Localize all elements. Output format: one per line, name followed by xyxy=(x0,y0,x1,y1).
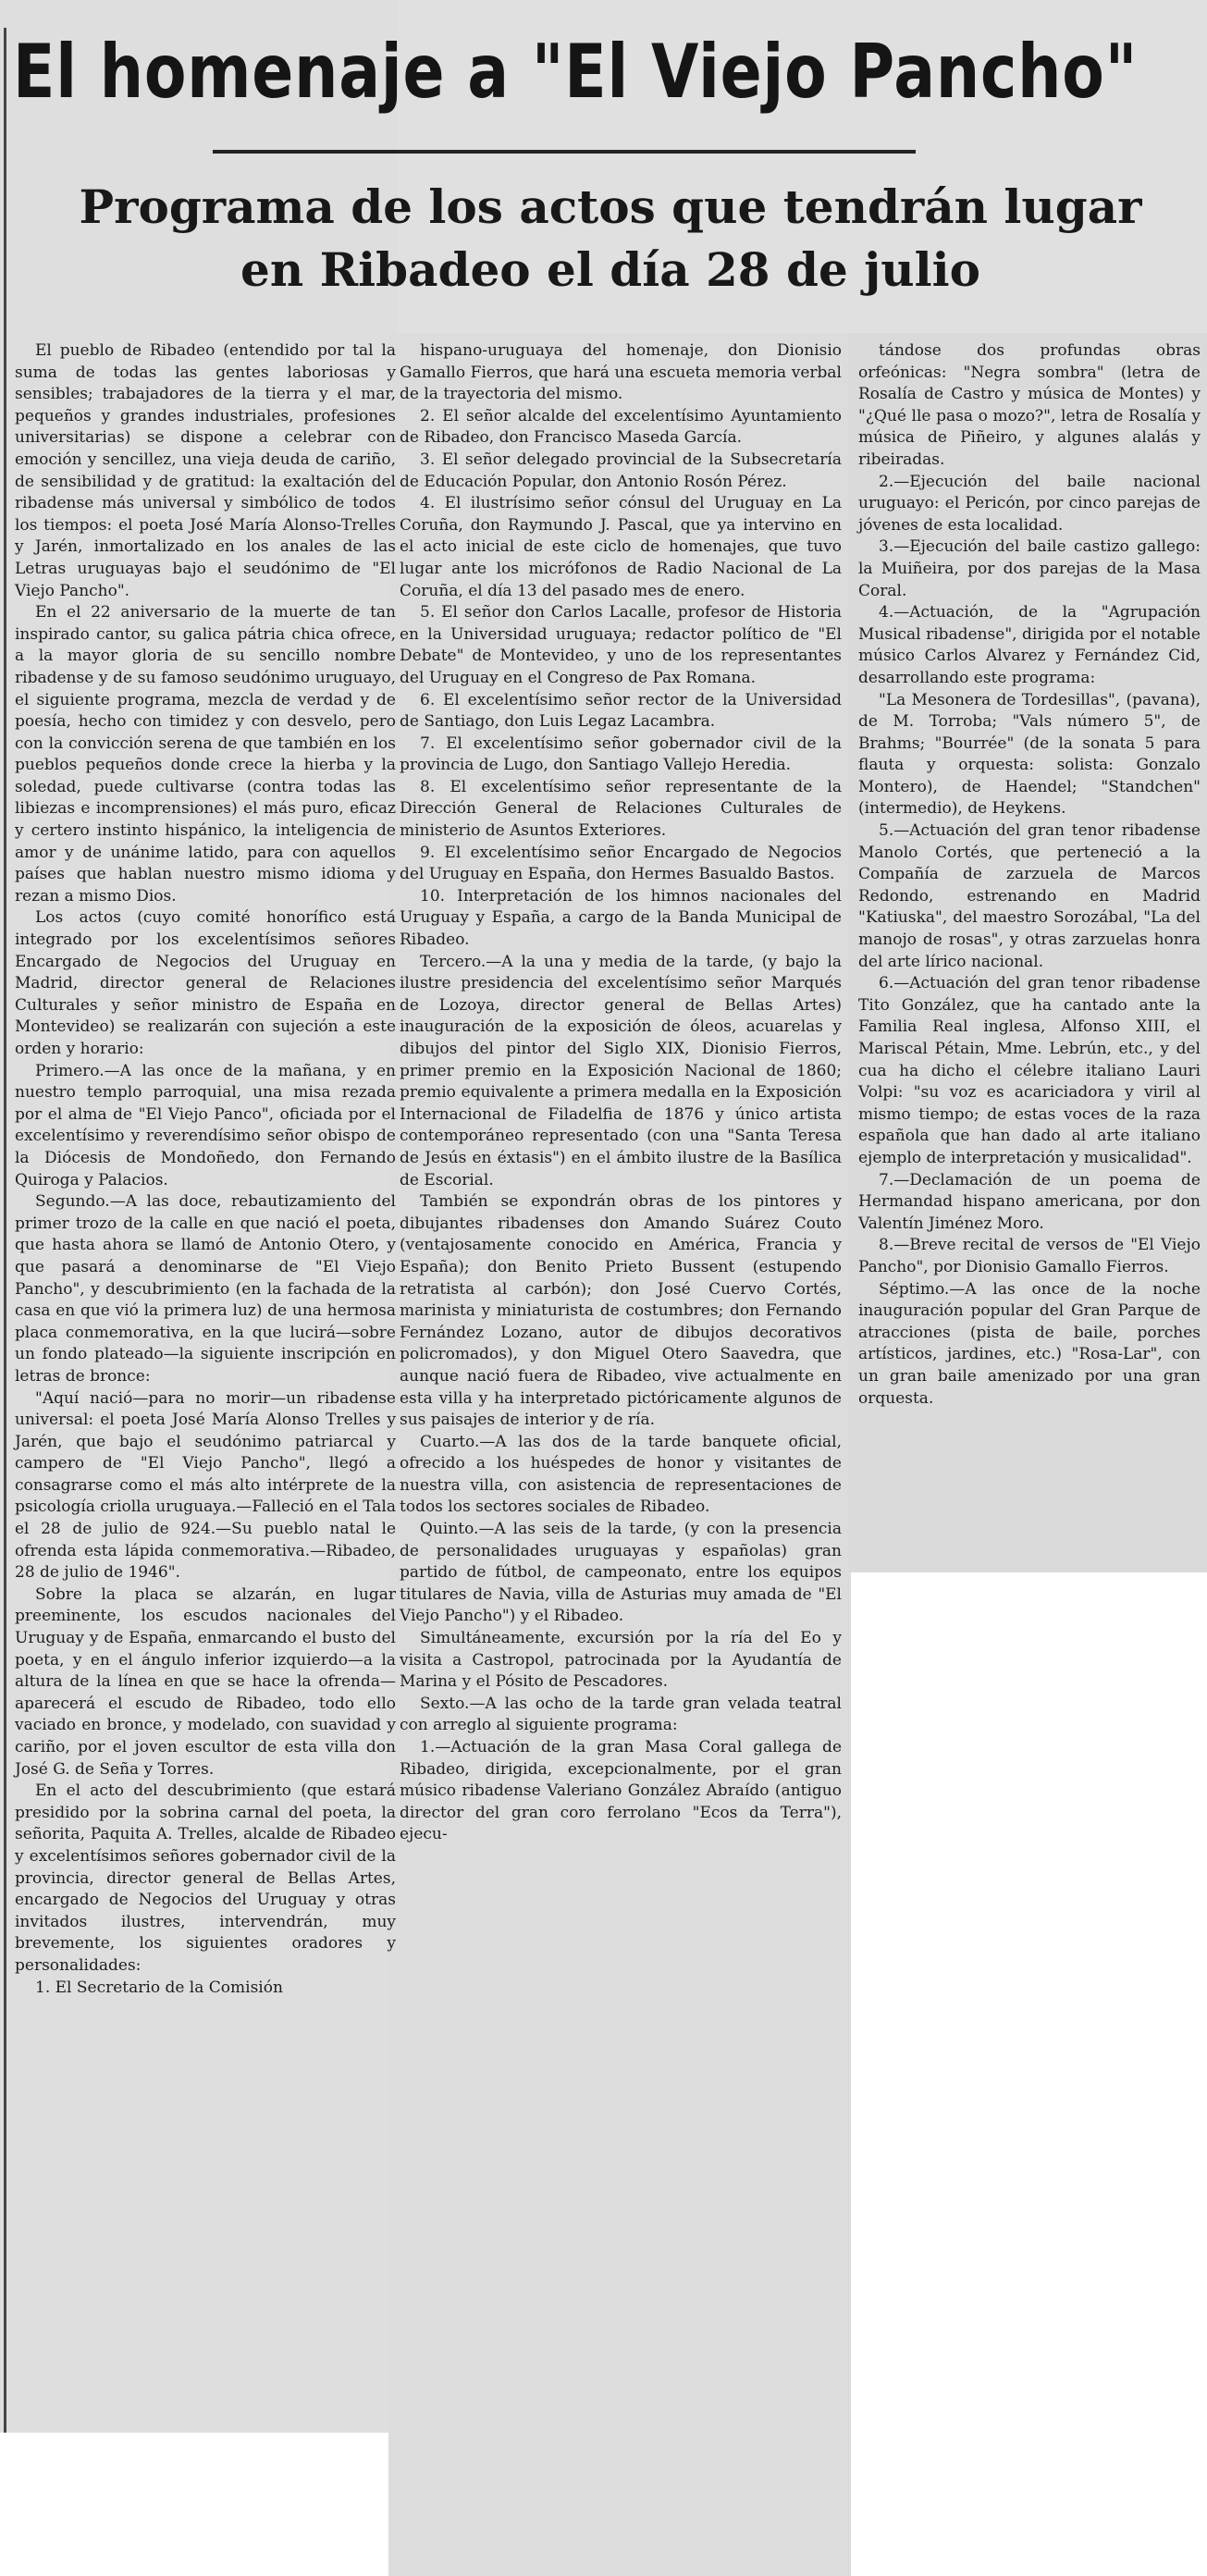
article-paragraph: Cuarto.—A las dos de la tarde banquete oficial, ofrecido a los huéspedes de honor y visitantes de nuestra villa, con asistencia de representaciones de todos los sectores sociales de Ribadeo. xyxy=(400,1432,842,1517)
article-column-2 xyxy=(400,340,842,1846)
article-paragraph: Tercero.—A la una y media de la tarde, (y bajo la ilustre presidencia del excelentísimo señor Marqués de Lozoya, director general de Bellas Artes) inauguración de la exposición de óleos, acuarelas y dibujos del pintor del Siglo XIX, Dionisio Fierros, primer premio en la Exposición Nacional de 1860; premio equivalente a primera medalla en la Exposición Internacional de Filadelfia de 1876 y único artista contemporáneo representado (con una "Santa Teresa de Jesús en éxtasis") en el ámbito ilustre de la Basílica de Escorial. xyxy=(400,952,842,1189)
article-paragraph: También se expondrán obras de los pintores y dibujantes ribadenses don Amando Suárez Couto (ventajosamente conocido en América, Francia y España); don Benito Prieto Bussent (estupendo retratista al carbón); don José Cuervo Cortés, marinista y miniaturista de costumbres; don Fernando Fernández Lozano, autor de dibujos decorativos policromados), y don Miguel Otero Saavedra, que aunque nació fuera de Ribadeo, vive actualmente en esta villa y ha interpretado pictóricamente algunos de sus paisajes de interior y de ría. xyxy=(400,1192,842,1430)
article-paragraph: 6. El excelentísimo señor rector de la Universidad de Santiago, don Luis Legaz Lacambra. xyxy=(400,690,842,732)
article-paragraph: 1.—Actuación de la gran Masa Coral gallega de Ribadeo, dirigida, excepcionalmente, por el gran músico ribadense Valeriano González Abraído (antiguo director del gran coro ferrolano "Ecos da Terra"), ejecu- xyxy=(400,1738,842,1844)
article-paragraph: Primero.—A las once de la mañana, y en nuestro templo parroquial, una misa rezada por el alma de "El Viejo Panco", oficiada por el excelentísimo y reverendísimo señor obispo de la Diócesis de Mondoñedo, don Fernando Quiroga y Palacios. xyxy=(15,1061,396,1189)
article-paragraph: 2.—Ejecución del baile nacional uruguayo: el Pericón, por cinco parejas de jóvenes de esta localidad. xyxy=(858,472,1201,535)
article-paragraph: 4.—Actuación, de la "Agrupación Musical ribadense", dirigida por el notable músico Carlos Alvarez y Fernández Cid, desarrollando este programa: xyxy=(858,603,1201,687)
article-column-3 xyxy=(858,340,1201,1410)
article-paragraph: Los actos (cuyo comité honorífico está integrado por los excelentísimos señores Encargado de Negocios del Uruguay en Madrid, director general de Relaciones Culturales y señor ministro de España en Montevideo) se realizarán con sujeción a este orden y horario: xyxy=(15,908,396,1058)
article-paragraph: El pueblo de Ribadeo (entendido por tal la suma de todas las gentes laboriosas y sensibles; trabajadores de la tierra y el mar, pequeños y grandes industriales, profesiones universitarias) se dispone a celebrar con emoción y sencillez, una vieja deuda de cariño, de sensibilidad y de gratitud: la exaltación del ribadense más universal y simbólico de todos los tiempos: el poeta José María Alonso-Trelles y Jarén, inmortalizado en los anales de las Letras uruguayas bajo el seudónimo de "El Viejo Pancho". xyxy=(15,341,396,600)
article-paragraph: Quinto.—A las seis de la tarde, (y con la presencia de personalidades uruguayas y españolas) gran partido de fútbol, de campeonato, entre los equipos titulares de Navia, villa de Asturias muy amada de "El Viejo Pancho") y el Ribadeo. xyxy=(400,1520,842,1626)
article-paragraph: 8.—Breve recital de versos de "El Viejo Pancho", por Dionisio Gamallo Fierros. xyxy=(858,1236,1201,1276)
subheadline-line-1: Programa de los actos que tendrán lugar xyxy=(79,179,1142,234)
article-paragraph: Sexto.—A las ocho de la tarde gran velada teatral con arreglo al siguiente programa: xyxy=(400,1694,842,1735)
article-column-1 xyxy=(15,340,396,1999)
article-paragraph: 7.—Declamación de un poema de Hermandad hispano americana, por don Valentín Jiménez Moro. xyxy=(858,1170,1201,1233)
article-paragraph: Séptimo.—A las once de la noche inauguración popular del Gran Parque de atracciones (pista de baile, porches artísticos, jardines, etc.) "Rosa-Lar", con un gran baile amenizado por una gran orquesta. xyxy=(858,1279,1201,1408)
article-paragraph: 3.—Ejecución del baile castizo gallego: la Muiñeira, por dos parejas de la Masa Coral. xyxy=(858,537,1201,600)
article-paragraph: 5.—Actuación del gran tenor ribadense Manolo Cortés, que perteneció a la Compañía de zarzuela de Marcos Redondo, estrenando en Madrid "Katiuska", del maestro Sorozábal, "La del manojo de rosas", y otras zarzuelas honra del arte lírico nacional. xyxy=(858,821,1201,971)
article-paragraph: Segundo.—A las doce, rebautizamiento del primer trozo de la calle en que nació el poeta, que hasta ahora se llamó de Antonio Otero, y que pasará a denominarse de "El Viejo Pancho", y descubrimiento (en la fachada de la casa en que vió la primera luz) de una hermosa placa conmemorativa, en la que lucirá—sobre un fondo plateado—la siguiente inscripción en letras de bronce: xyxy=(15,1192,396,1386)
article-paragraph: 2. El señor alcalde del excelentísimo Ayuntamiento de Ribadeo, don Francisco Maseda García. xyxy=(400,406,842,448)
article-paragraph: "Aquí nació—para no morir—un ribadense universal: el poeta José María Alonso Trelles y Jarén, que bajo el seudónimo patriarcal y campero de "El Viejo Pancho", llegó a consagrarse como el más alto intérprete de la psicología criolla uruguaya.—Falleció en el Tala el 28 de julio de 924.—Su pueblo natal le ofrenda esta lápida conmemorativa.—Ribadeo, 28 de julio de 1946". xyxy=(15,1388,396,1583)
article-paragraph: tándose dos profundas obras orfeónicas: "Negra sombra" (letra de Rosalía de Castro y música de Montes) y "¿Qué lle pasa o mozo?", letra de Rosalía y música de Piñeiro, y algunes alalás y ribeiradas. xyxy=(858,341,1201,469)
article-paragraph: 1. El Secretario de la Comisión xyxy=(35,1978,283,1997)
headline-underline xyxy=(213,150,916,154)
article-paragraph: 9. El excelentísimo señor Encargado de Negocios del Uruguay en España, don Hermes Basualdo Bastos. xyxy=(400,843,842,884)
article-paragraph: 10. Interpretación de los himnos nacionales del Uruguay y España, a cargo de la Banda Municipal de Ribadeo. xyxy=(400,886,842,950)
article-paragraph: 5. El señor don Carlos Lacalle, profesor de Historia en la Universidad uruguaya; redactor político de "El Debate" de Montevideo, y uno de los representantes del Uruguay en el Congreso de Pax Romana. xyxy=(400,603,842,687)
article-paragraph: 4. El ilustrísimo señor cónsul del Uruguay en La Coruña, don Raymundo J. Pascal, que ya intervino en el acto inicial de este ciclo de homenajes, que tuvo lugar ante los micrófonos de Radio Nacional de La Coruña, el día 13 del pasado mes de enero. xyxy=(400,494,842,600)
left-border-rule xyxy=(4,28,6,2433)
headline: El homenaje a "El Viejo Pancho" xyxy=(13,29,1139,115)
article-paragraph: 6.—Actuación del gran tenor ribadense Tito González, que ha cantado ante la Familia Real inglesa, Alfonso XIII, el Mariscal Pétain, Mme. Lebrún, etc., y del cua ha dicho el célebre italiano Lauri Volpi: "su voz es acariciadora y viril al mismo tiempo; de estas voces de la raza española que han dado al arte italiano ejemplo de interpretación y musicalidad". xyxy=(858,974,1201,1167)
article-paragraph: En el acto del descubrimiento (que estará presidido por la sobrina carnal del poeta, la señorita, Paquita A. Trelles, alcalde de Ribadeo y excelentísimos señores gobernador civil de la provincia, director general de Bellas Artes, encargado de Negocios del Uruguay y otras invitados ilustres, intervendrán, muy brevemente, los siguientes oradores y personalidades: xyxy=(15,1781,396,1975)
subheadline-line-2: en Ribadeo el día 28 de julio xyxy=(240,242,980,297)
article-paragraph: 8. El excelentísimo señor representante de la Dirección General de Relaciones Culturales de ministerio de Asuntos Exteriores. xyxy=(400,777,842,841)
article-paragraph: 3. El señor delegado provincial de la Subsecretaría de Educación Popular, don Antonio Rosón Pérez. xyxy=(400,450,842,491)
article-paragraph: Simultáneamente, excursión por la ría del Eo y visita a Castropol, patrocinada por la Ayudantía de Marina y el Pósito de Pescadores. xyxy=(400,1629,842,1692)
article-paragraph: hispano-uruguaya del homenaje, don Dionisio Gamallo Fierros, que hará una escueta memoria verbal de la trayectoria del mismo. xyxy=(400,341,842,404)
article-paragraph: Sobre la placa se alzarán, en lugar preeminente, los escudos nacionales del Uruguay y de España, enmarcando el busto del poeta, y en el ángulo inferior izquierdo—a la altura de la línea en que se hace la ofrenda—aparecerá el escudo de Ribadeo, todo ello vaciado en bronce, y modelado, con suavidad y cariño, por el joven escultor de esta villa don José G. de Seña y Torres. xyxy=(15,1584,396,1779)
article-paragraph: "La Mesonera de Tordesillas", (pavana), de M. Torroba; "Vals número 5", de Brahms; "Bourrée" (de la sonata 5 para flauta y orquesta: solista: Gonzalo Montero), de Haendel; "Standchen" (intermedio), de Heykens. xyxy=(858,690,1201,819)
subheadline xyxy=(55,176,1165,302)
article-paragraph: 7. El excelentísimo señor gobernador civil de la provincia de Lugo, don Santiago Vallejo Heredia. xyxy=(400,733,842,775)
article-paragraph: En el 22 aniversario de la muerte de tan inspirado cantor, su galica pátria chica ofrece, a la mayor gloria de su sencillo nombre ribadense y de su famoso seudónimo uruguayo, el siguiente programa, mezcla de verdad y de poesía, hecho con timidez y con desvelo, pero con la convicción serena de que también en los pueblos pequeños donde crece la hierba y la soledad, puede cultivarse (contra todas las libiezas e incomprensiones) el más puro, eficaz y certero instinto hispánico, la inteligencia de amor y de unánime latido, para con aquellos países que hablan nuestro mismo idioma y rezan a mismo Dios. xyxy=(15,603,396,906)
